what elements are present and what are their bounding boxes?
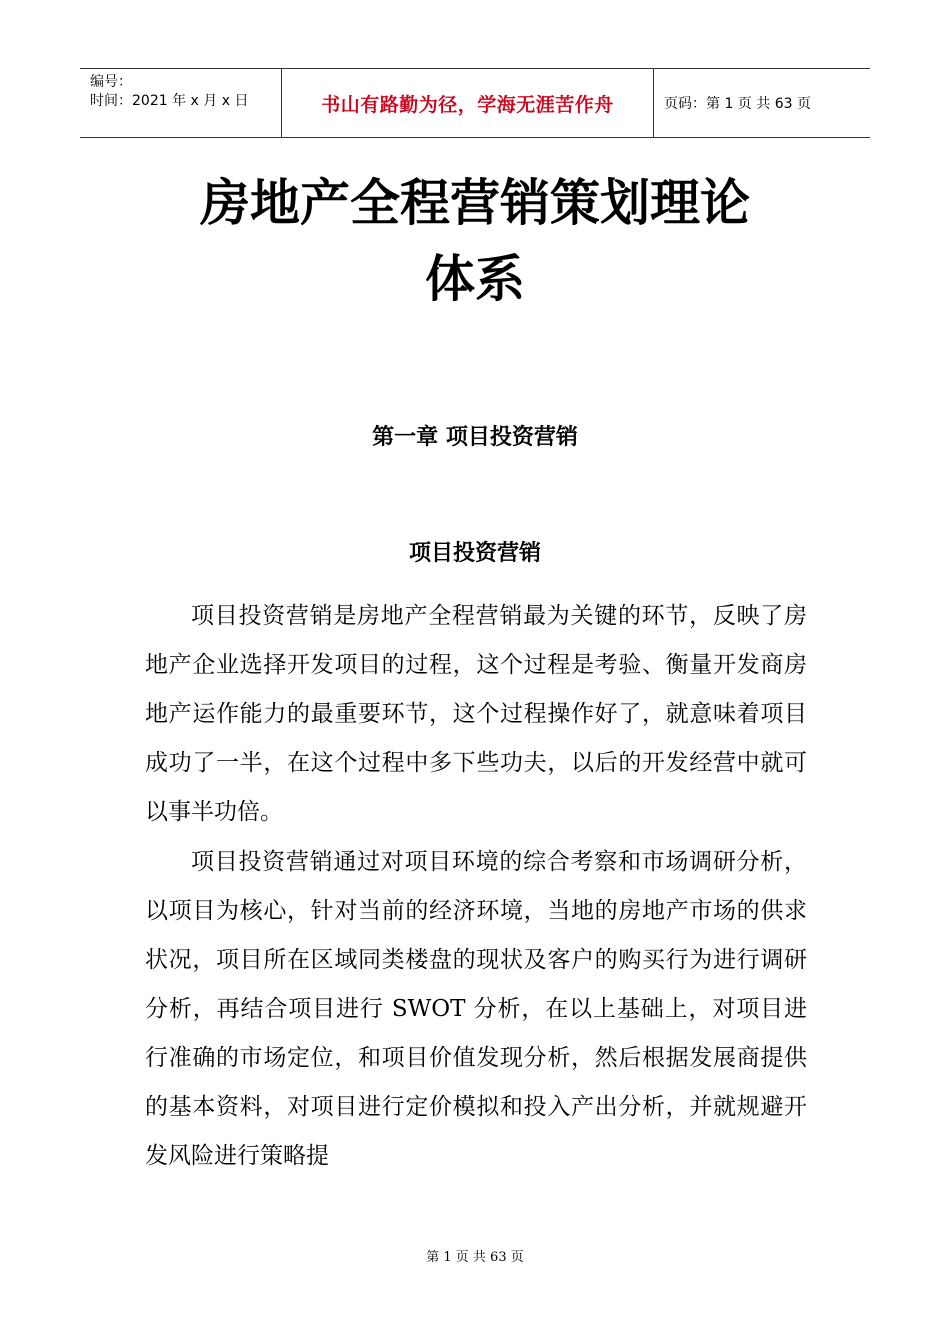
document-header bbox=[80, 68, 870, 138]
motto-text: 书山有路勤为径，学海无涯苦作舟 bbox=[321, 93, 614, 116]
document-title-line-1: 房地产全程营销策划理论 bbox=[200, 174, 750, 232]
paragraph-2: 项目投资营销通过对项目环境的综合考察和市场调研分析，以项目为核心，针对当前的经济环境，当地的房地产市场的供求状况，项目所在区域同类楼盘的现状及客户的购买行为进行调研分析，再结合项目进行 SWOT 分析，在以上基础上，对项目进行准确的市场定位，和项目价值发现分析，然后根据发展商提供的基本资料，对项目进行定价模拟和投入产出分析，并就规避开发风险进行策略提 bbox=[145, 849, 807, 1169]
page-footer: 第 1 页 共 63 页 bbox=[426, 1250, 524, 1265]
document-title-line-2: 体系 bbox=[425, 250, 525, 308]
header-motto-cell bbox=[282, 69, 654, 137]
time-label: 时间：2021 年 x 月 x 日 bbox=[90, 93, 249, 109]
chapter-heading: 第一章 项目投资营销 bbox=[372, 425, 578, 450]
header-meta-cell bbox=[80, 69, 282, 137]
section-heading: 项目投资营销 bbox=[408, 541, 541, 566]
paragraph-1: 项目投资营销是房地产全程营销最为关键的环节，反映了房地产企业选择开发项目的过程，这个过程是考验、衡量开发商房地产运作能力的最重要环节，这个过程操作好了，就意味着项目成功了一半，在这个过程中多下些功夫，以后的开发经营中就可以事半功倍。 bbox=[145, 603, 807, 825]
page-info: 页码：第 1 页 共 63 页 bbox=[664, 96, 811, 112]
serial-label: 编号： bbox=[90, 74, 132, 90]
header-page-cell bbox=[654, 69, 870, 137]
